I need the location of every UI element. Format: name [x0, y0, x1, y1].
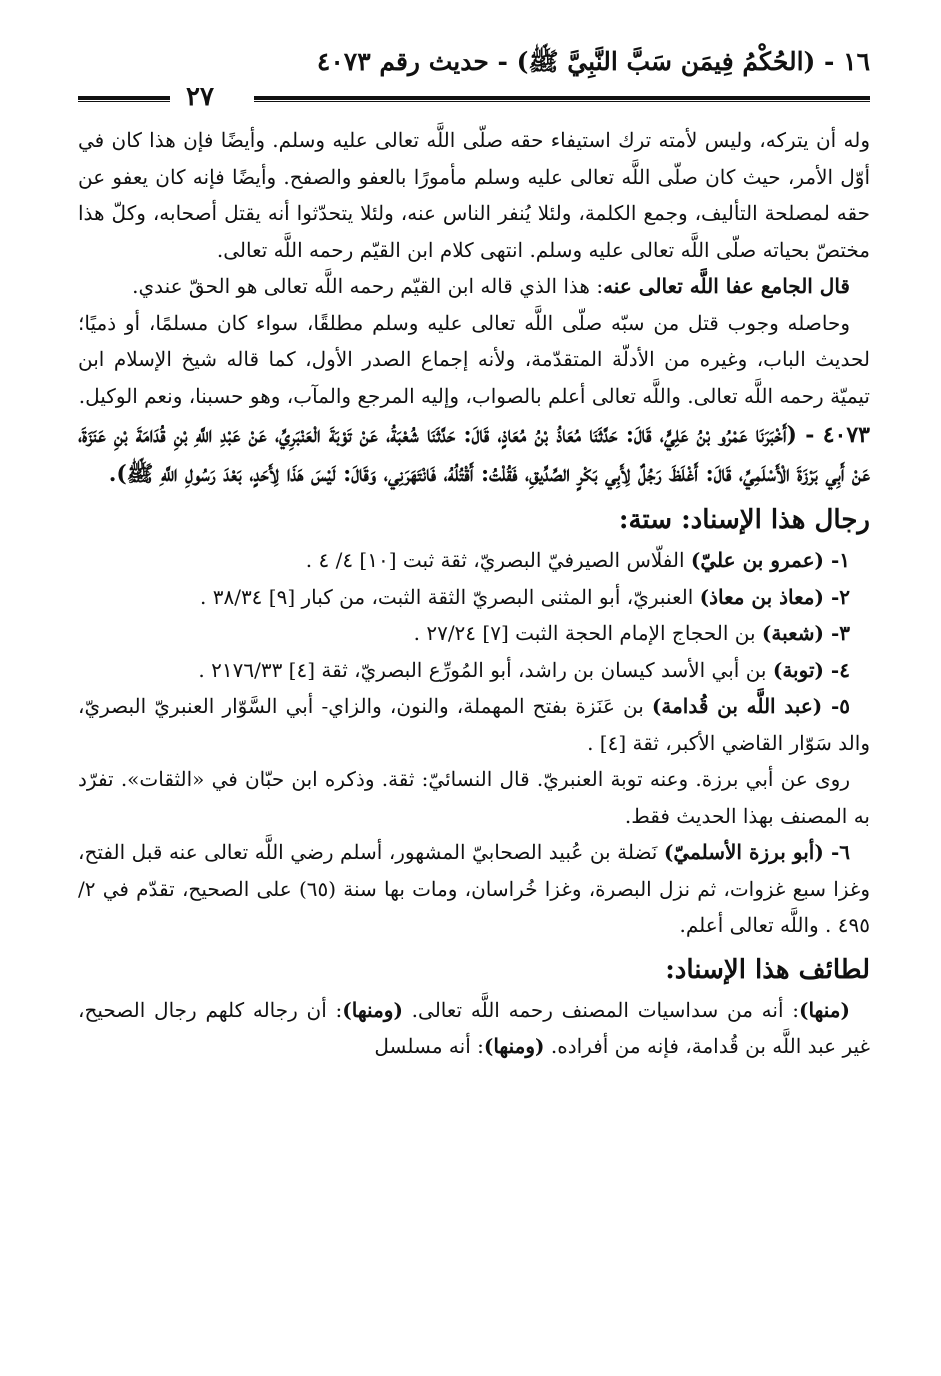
- lataif-paragraph: [78, 992, 870, 1065]
- page-body: [78, 122, 870, 1065]
- narrator-details: الفلّاس الصيرفيّ البصريّ، ثقة ثبت [١٠] ٤/ ٤ .: [305, 548, 691, 572]
- page-header: [78, 42, 870, 110]
- narrator-entry: [78, 542, 870, 579]
- point-marker: (ومنها): [483, 1034, 545, 1058]
- rijal-heading: رجال هذا الإسناد: ستة:: [618, 505, 870, 535]
- narrator-name: ٤- (توبة): [772, 657, 850, 682]
- jami-label: قال الجامع عفا اللَّه تعالى عنه: [603, 274, 850, 298]
- point-marker: (ومنها): [342, 997, 403, 1022]
- hadith-text: ٤٠٧٣ - (أَخْبَرَنَا عَمْرُو بْنُ عَلِيٍّ، قَالَ: حَدَّثَنَا مُعَاذُ بْنُ مُعَاذٍ، قَالَ: حَدَّثَنَا شُعْبَةُ، عَنْ تَوْبَةَ الْعَنْبَرِيِّ، عَنْ عَبْدِ اللَّهِ بْنِ قُدَامَةَ بْنِ عَنَزَةَ، عَنْ أَبِي بَرْزَةَ الْأَسْلَمِيِّ، قَالَ: أَغْلَظَ رَجُلٌ لِأَبِي بَكْرٍ الصِّدِّيقِ، فَقُلْتُ: أَقْتُلُهُ، فَانْتَهَرَنِي، وَقَالَ: لَيْسَ هَذَا لِأَحَدٍ، بَعْدَ رَسُولِ اللَّهِ ﷺ).: [78, 422, 870, 487]
- narrator-details: نَضلة بن عُبيد الصحابيّ المشهور، أسلم رضي اللَّه تعالى عنه قبل الفتح، وغزا سبع غزوات، ثم نزل البصرة، وغزا خُراسان، ومات بها سنة (٦٥) على الصحيح، تقدّم في ٢/ ٤٩٥ . واللَّه تعالى أعلم.: [78, 840, 870, 937]
- body-paragraph-2: وحاصله وجوب قتل من سبّه صلّى اللَّه تعالى عليه وسلم مطلقًا، سواء كان مسلمًا، أو ذميًا؛ لحديث الباب، وغيره من الأدلّة المتقدّمة، ولأنه إجماع الصدر الأول، كما قاله شيخ الإسلام ابن تيميّة رحمه اللَّه تعالى. واللَّه تعالى أعلم بالصواب، وإليه المرجع والمآب، وهو حسبنا، ونعم الوكيل.: [78, 310, 870, 408]
- narrator-details: بن الحجاج الإمام الحجة الثبت [٧] ٢٧/٢٤ .: [413, 621, 762, 645]
- lataif-heading: لطائف هذا الإسناد:: [665, 954, 870, 985]
- narrator-details: بن عَنَزة بفتح المهملة، والنون، والزاي- أبي السَّوّار العنبريّ البصريّ، والد سَوّار القاضي الأكبر، ثقة [٤] .: [78, 694, 870, 755]
- narrator-details: بن أبي الأسد كيسان بن راشد، أبو المُورِّع البصريّ، ثقة [٤] ٢١٧٦/٣٣ .: [198, 657, 773, 682]
- header-rule: [254, 96, 870, 102]
- narrator-name: ١- (عمرو بن عليّ): [690, 548, 850, 572]
- running-title: ١٦ - (الحُكْمُ فِيمَن سَبَّ النَّبِيَّ ﷺ) - حديث رقم ٤٠٧٣: [316, 47, 870, 76]
- jami-comment: [78, 268, 870, 305]
- narrator-entry: [78, 834, 870, 944]
- header-rule-short: [78, 96, 170, 102]
- narrator-name: ٣- (شعبة): [761, 621, 850, 645]
- point-marker: (منها): [799, 997, 850, 1022]
- narrator-entry: [78, 688, 870, 761]
- narrator-note: روى عن أبي برزة. وعنه توبة العنبريّ. قال النسائيّ: ثقة. وذكره ابن حبّان في «الثقات». تفرّد به المصنف بهذا الحديث فقط.: [78, 767, 870, 828]
- narrator-name: ٦- (أبو برزة الأسلميّ): [663, 840, 850, 864]
- narrator-details: العنبريّ، أبو المثنى البصريّ الثقة الثبت، من كبار [٩] ٣٨/٣٤ .: [200, 584, 700, 609]
- narrator-name: ٢- (معاذ بن معاذ): [699, 584, 850, 609]
- page-number: ٢٧: [186, 82, 214, 112]
- narrator-entry: [78, 652, 870, 689]
- narrator-name: ٥- (عبد اللَّه بن قُدامة): [651, 694, 850, 718]
- page: [78, 42, 870, 1058]
- body-paragraph: وله أن يتركه، وليس لأمته ترك استيفاء حقه صلّى اللَّه تعالى عليه وسلم. وأيضًا فإن هذا كان في أوّل الأمر، حيث كان صلّى اللَّه تعالى عليه وسلم مأمورًا بالعفو والصفح. وأيضًا فإنه كان يعفو عن حقه لمصلحة التأليف، وجمع الكلمة، ولئلا يُنفر الناس عنه، ولئلا يتحدّثوا أنه يقتل أصحابه، وكلّ هذا مختصّ بحياته صلّى اللَّه تعالى عليه وسلم. انتهى كلام ابن القيّم رحمه اللَّه تعالى.: [78, 128, 870, 262]
- point-text: : أنه مسلسل: [374, 1034, 484, 1058]
- narrator-entry: [78, 615, 870, 652]
- point-text: : أن رجاله كلهم رجال الصحيح، غير عبد اللَّه بن قُدامة، فإنه من أفراده.: [78, 997, 870, 1058]
- narrator-entry: [78, 579, 870, 616]
- jami-text: : هذا الذي قاله ابن القيّم رحمه اللَّه تعالى هو الحقّ عندي.: [132, 274, 604, 298]
- point-text: : أنه من سداسيات المصنف رحمه اللَّه تعالى.: [402, 997, 799, 1022]
